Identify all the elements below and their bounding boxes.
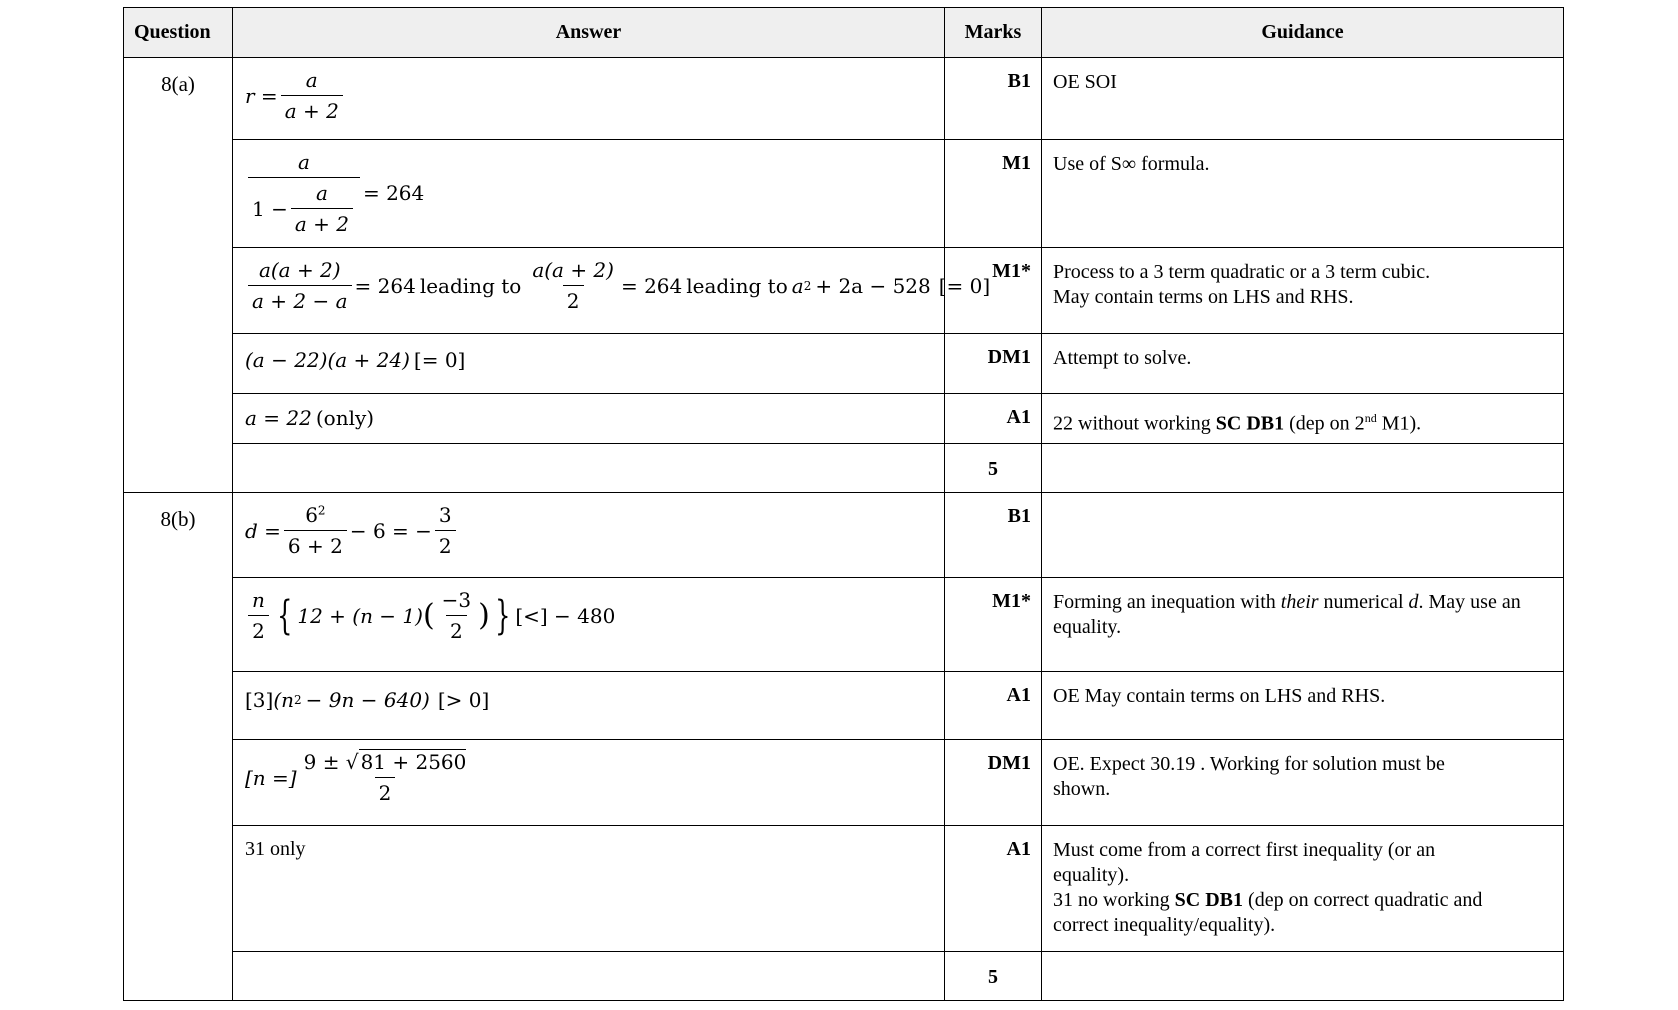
marks-cell: A1 [945, 394, 1042, 444]
table-row [124, 493, 1564, 578]
table-row [124, 578, 1564, 672]
guidance-cell [1042, 248, 1564, 334]
table-row [124, 740, 1564, 826]
total-marks: 5 [945, 444, 1042, 493]
guidance-cell: Use of S∞ formula. [1042, 140, 1564, 248]
header-row [124, 8, 1564, 58]
answer-cell [233, 248, 991, 334]
header-guidance: Guidance [1042, 8, 1564, 58]
answer-text: 31 only [245, 838, 306, 860]
marks-cell: DM1 [945, 740, 1042, 826]
guidance-line: shown. [1053, 778, 1111, 800]
marks-cell: M1* [945, 248, 1042, 334]
answer-math: (a − 22)(a + 24) [= 0] [245, 348, 466, 372]
guidance-cell: OE SOI [1042, 58, 1564, 140]
guidance-cell: Attempt to solve. [1042, 334, 1564, 394]
total-row [124, 952, 1564, 1001]
guidance-cell: OE May contain terms on LHS and RHS. [1042, 672, 1564, 740]
question-number: 8(b) [124, 493, 233, 1001]
answer-math: a 1 − $\frac{a}{a + 2}$ = 264 [245, 150, 424, 236]
marks-cell: A1 [945, 672, 1042, 740]
guidance-cell [1042, 740, 1564, 826]
answer-cell [233, 58, 945, 140]
answer-cell [233, 140, 945, 248]
guidance-cell-empty [1042, 444, 1564, 493]
total-row [124, 444, 1564, 493]
answer-cell-empty [233, 952, 945, 1001]
marks-cell: A1 [945, 826, 1042, 952]
answer-math: $\frac{n}{2}$ { 12 + (n − 1) ( $\frac{-3}{2}$ ) } [<] − 480 [245, 588, 615, 643]
question-number: 8(a) [124, 58, 233, 493]
answer-cell [233, 672, 945, 740]
answer-cell [233, 394, 945, 444]
answer-math: a = 22 (only) [245, 406, 375, 430]
guidance-line: May contain terms on LHS and RHS. [1053, 286, 1354, 308]
table-row [124, 140, 1564, 248]
marks-cell: DM1 [945, 334, 1042, 394]
answer-cell-empty [233, 444, 945, 493]
header-question: Question [124, 8, 233, 58]
marks-cell: B1 [945, 493, 1042, 578]
guidance-cell: Must come from a correct first inequality (or an equality). 31 no working SC DB1 (dep on correct quadratic and correct inequality/equality). [1042, 826, 1564, 952]
guidance-cell: 22 without working SC DB1 (dep on 2nd M1). [1042, 394, 1564, 444]
guidance-line: Process to a 3 term quadratic or a 3 term cubic. [1053, 261, 1431, 283]
answer-cell [233, 578, 945, 672]
header-marks: Marks [945, 8, 1042, 58]
guidance-cell [1042, 493, 1564, 578]
answer-cell [233, 334, 945, 394]
marks-cell: M1* [945, 578, 1042, 672]
answer-cell [233, 493, 945, 578]
answer-math: r = $\frac{a}{a + 2}$ [245, 68, 346, 123]
table-row [124, 826, 1564, 952]
answer-cell [233, 826, 945, 952]
table-row [124, 672, 1564, 740]
total-marks: 5 [945, 952, 1042, 1001]
table-row [124, 334, 1564, 394]
table-row [124, 248, 1564, 334]
answer-math: $\frac{a(a + 2)}{a + 2 - a}$ = 264 leading to $\frac{a(a + 2)}{2}$ = 264 leading to a 2 + 2a − 528 [= 0] [245, 258, 994, 313]
answer-cell [233, 740, 945, 826]
answer-math: [n =] $\frac{9 \pm √ 81 + 2560}{2}$ [245, 750, 467, 805]
answer-math: d = $\frac{6^2}{6 + 2}$ − 6 = − $\frac{3}{2}$ [245, 503, 459, 558]
mark-scheme-table [123, 7, 1564, 1001]
marks-cell: M1 [945, 140, 1042, 248]
header-answer: Answer [233, 8, 945, 58]
marks-cell: B1 [945, 58, 1042, 140]
guidance-cell-empty [1042, 952, 1564, 1001]
guidance-line: OE. Expect 30.19 . Working for solution must be [1053, 753, 1445, 775]
guidance-cell: Forming an inequation with their numerical d. May use an equality. [1042, 578, 1564, 672]
table-row [124, 394, 1564, 444]
table-row [124, 58, 1564, 140]
answer-math: [3] (n 2 − 9n − 640) [> 0] [245, 688, 490, 712]
